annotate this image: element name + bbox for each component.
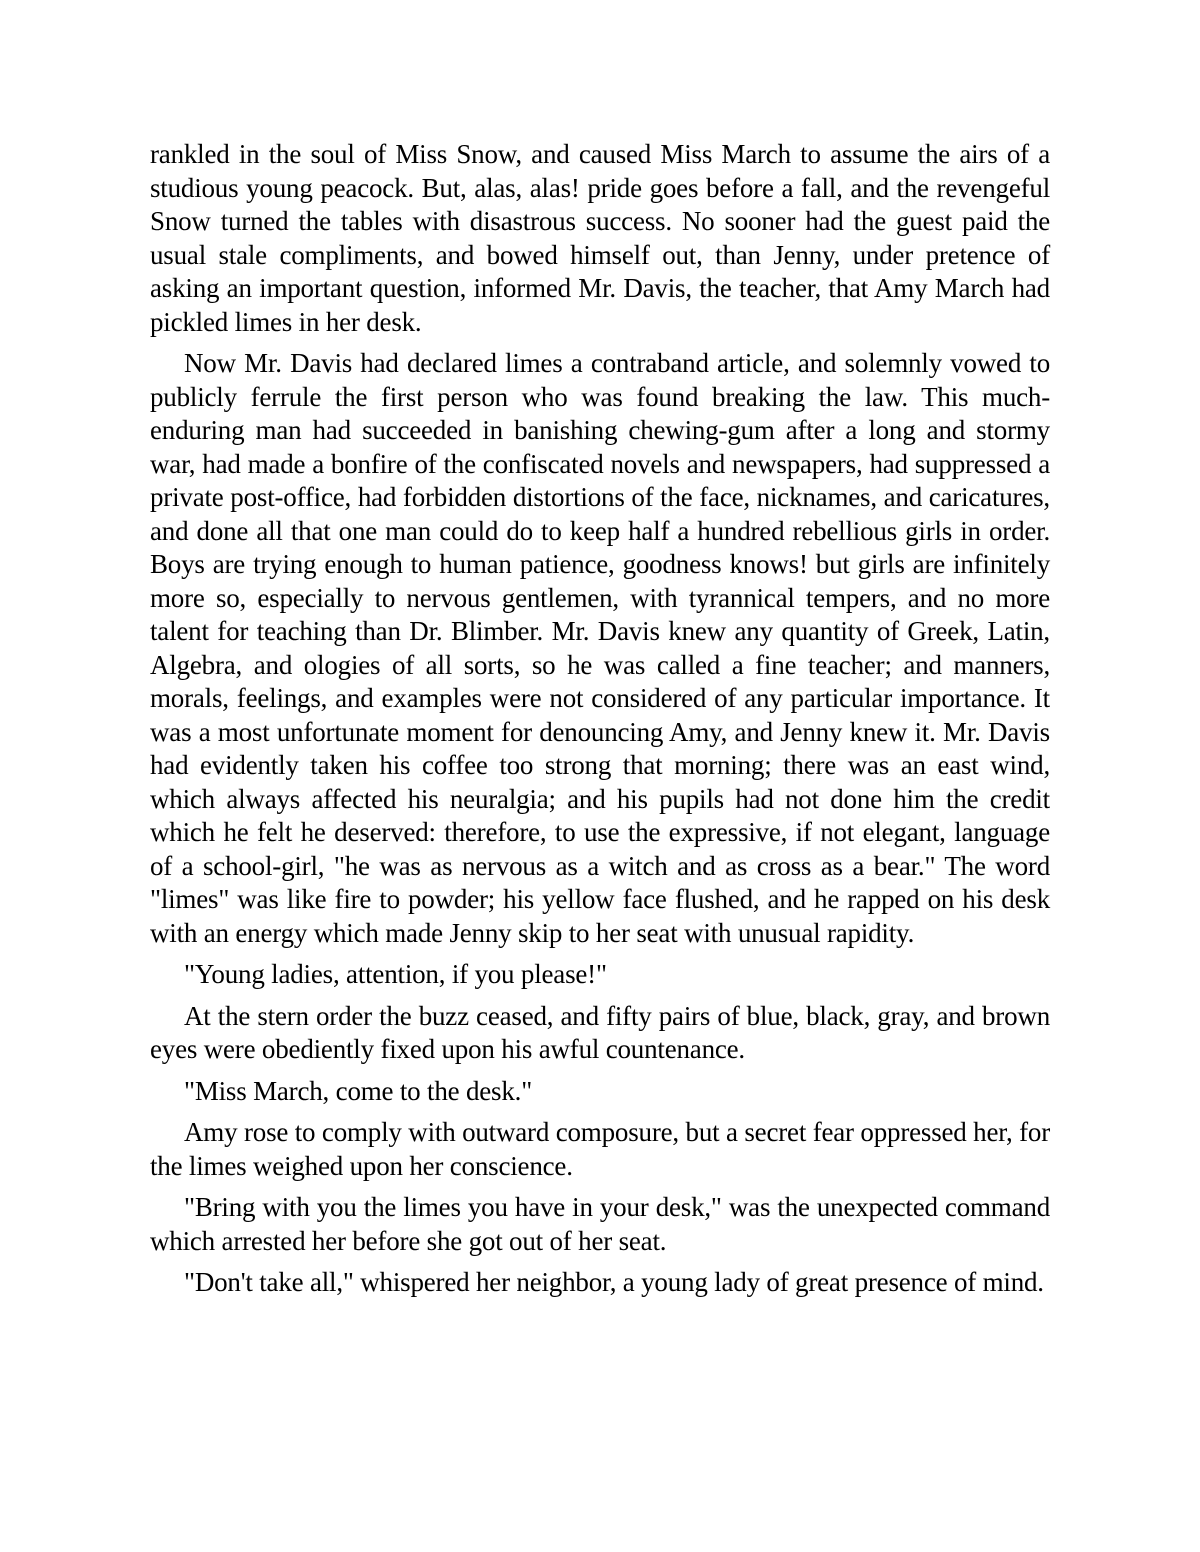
paragraph-dialogue: "Don't take all," whispered her neighbor, a young lady of great presence of mind. [184, 1267, 1044, 1297]
paragraph: Amy rose to comply with outward composure, but a secret fear oppressed her, for the limes weighed upon her conscience. [150, 1117, 1050, 1181]
paragraph-dialogue: "Young ladies, attention, if you please!" [184, 959, 607, 989]
paragraph: Now Mr. Davis had declared limes a contraband article, and solemnly vowed to publicly ferrule the first person who was found breaking the law. This much-enduring man had succeeded in banishing chewing-gum after a long and stormy war, had made a bonfire of the confiscated novels and newspapers, had suppressed a private post-office, had forbidden distortions of the face, nicknames, and caricatures, and done all that one man could do to keep half a hundred rebellious girls in order. Boys are trying enough to human patience, goodness knows! but girls are infinitely more so, especially to nervous gentlemen, with tyrannical tempers, and no more talent for teaching than Dr. Blimber. Mr. Davis knew any quantity of Greek, Latin, Algebra, and ologies of all sorts, so he was called a fine teacher; and manners, morals, feelings, and examples were not considered of any particular importance. It was a most unfortunate moment for denouncing Amy, and Jenny knew it. Mr. Davis had evidently taken his coffee too strong that morning; there was an east wind, which always affected his neuralgia; and his pupils had not done him the credit which he felt he deserved: therefore, to use the expressive, if not elegant, language of a school-girl, "he was as nervous as a witch and as cross as a bear." The word "limes" was like fire to powder; his yellow face flushed, and he rapped on his desk with an energy which made Jenny skip to her seat with unusual rapidity. [150, 348, 1050, 948]
paragraph-dialogue: "Bring with you the limes you have in your desk," was the unexpected command which arrested her before she got out of her seat. [150, 1192, 1050, 1256]
paragraph-continued: rankled in the soul of Miss Snow, and caused Miss March to assume the airs of a studious young peacock. But, alas, alas! pride goes before a fall, and the revengeful Snow turned the tables with disastrous success. No sooner had the guest paid the usual stale compliments, and bowed himself out, than Jenny, under pretence of asking an important question, informed Mr. Davis, the teacher, that Amy March had pickled limes in her desk. [150, 139, 1050, 337]
paragraph-dialogue: "Miss March, come to the desk." [184, 1075, 533, 1106]
paragraph: At the stern order the buzz ceased, and fifty pairs of blue, black, gray, and brown eyes were obediently fixed upon his awful countenance. [150, 1000, 1050, 1064]
body-text-block [150, 138, 1050, 1308]
